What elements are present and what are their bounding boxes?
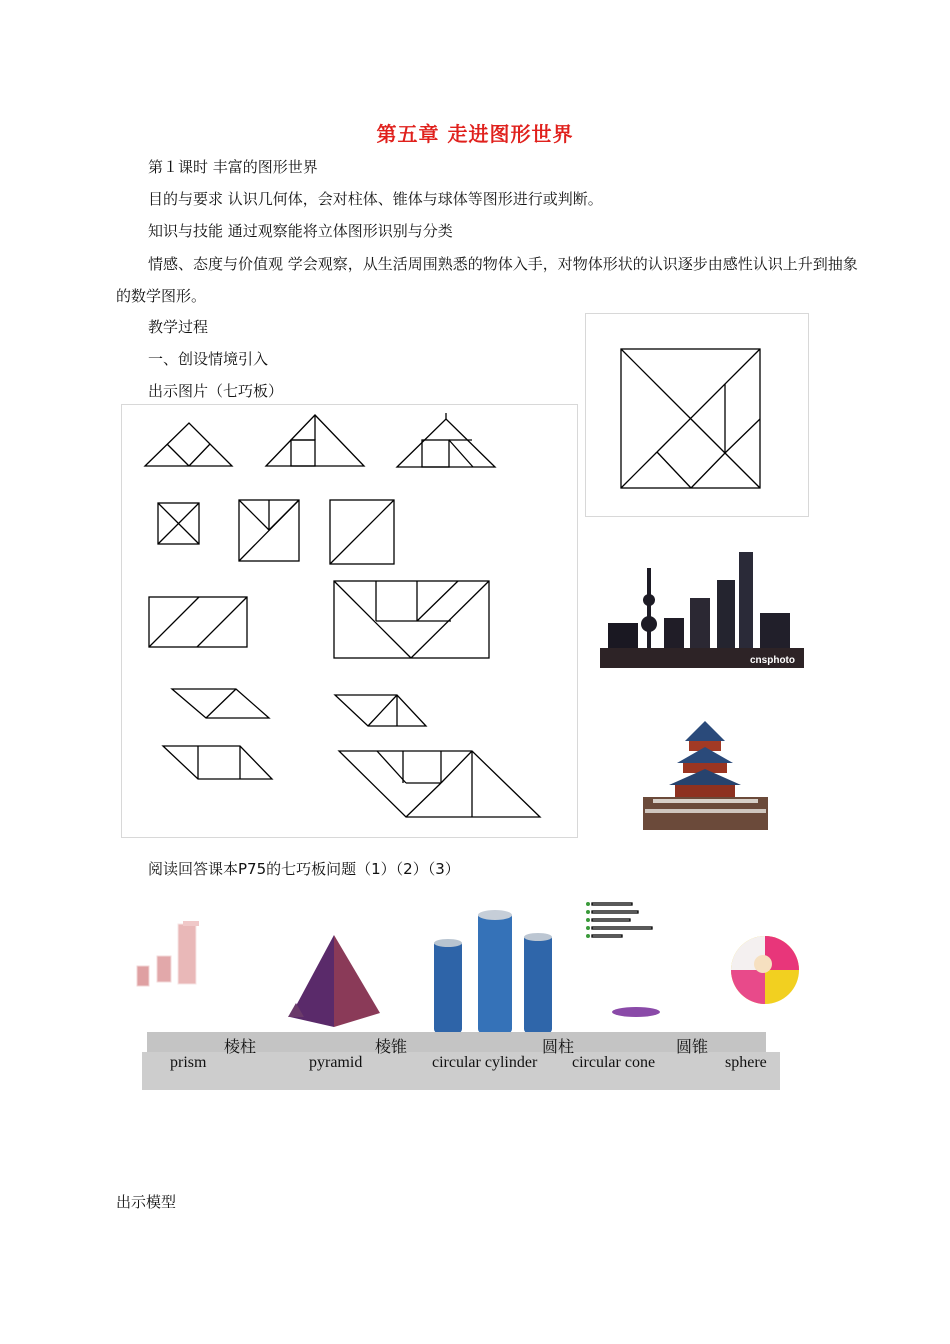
- label-cylinder-cn: 圆柱: [542, 1039, 575, 1056]
- attitude-paragraph: 情感、态度与价值观 学会观察，从生活周围熟悉的物体入手，对物体形状的认识逐步由感性认识上升到抽象的数学图形。: [116, 255, 858, 305]
- read-answer-line: 阅读回答课本P75的七巧板问题（1）（2）（3）: [148, 860, 460, 878]
- label-pyramid-cn: 棱锥: [375, 1039, 408, 1056]
- prism-photo: [121, 894, 252, 1024]
- cylinder-photo: [428, 905, 566, 1033]
- skyline-watermark: cnsphoto: [750, 655, 795, 666]
- label-cone-cn: 圆锥: [676, 1039, 709, 1056]
- tangram-square-drawing: [586, 314, 808, 516]
- tangram-figures-panel: [121, 404, 578, 838]
- label-sphere-en: sphere: [725, 1054, 767, 1071]
- sphere-photo: [705, 924, 828, 1015]
- label-pyramid-en: pyramid: [309, 1054, 363, 1071]
- show-model-line: 出示模型: [116, 1193, 177, 1211]
- tangram-figures-drawing: [122, 405, 577, 837]
- skill-line: 知识与技能 通过观察能将立体图形识别与分类: [148, 222, 453, 240]
- skyline-photo: [600, 528, 804, 668]
- show-picture-line: 出示图片（七巧板）: [148, 382, 284, 400]
- lesson-line: 第１课时 丰富的图形世界: [148, 158, 318, 176]
- temple-photo: [623, 707, 788, 830]
- process-heading: 教学过程: [148, 318, 209, 336]
- label-cylinder-en: circular cylinder: [432, 1054, 538, 1071]
- label-prism-en: prism: [170, 1054, 207, 1071]
- goal-line: 目的与要求 认识几何体，会对柱体、锥体与球体等图形进行或判断。: [148, 190, 603, 208]
- tangram-square-panel: [585, 313, 809, 517]
- cone-photo: [584, 900, 688, 1025]
- pyramid-photo: [276, 905, 397, 1028]
- step-one-heading: 一、创设情境引入: [148, 350, 269, 368]
- label-cone-en: circular cone: [572, 1054, 656, 1071]
- chapter-title: 第五章 走进图形世界: [376, 122, 574, 146]
- label-prism-cn: 棱柱: [224, 1039, 257, 1056]
